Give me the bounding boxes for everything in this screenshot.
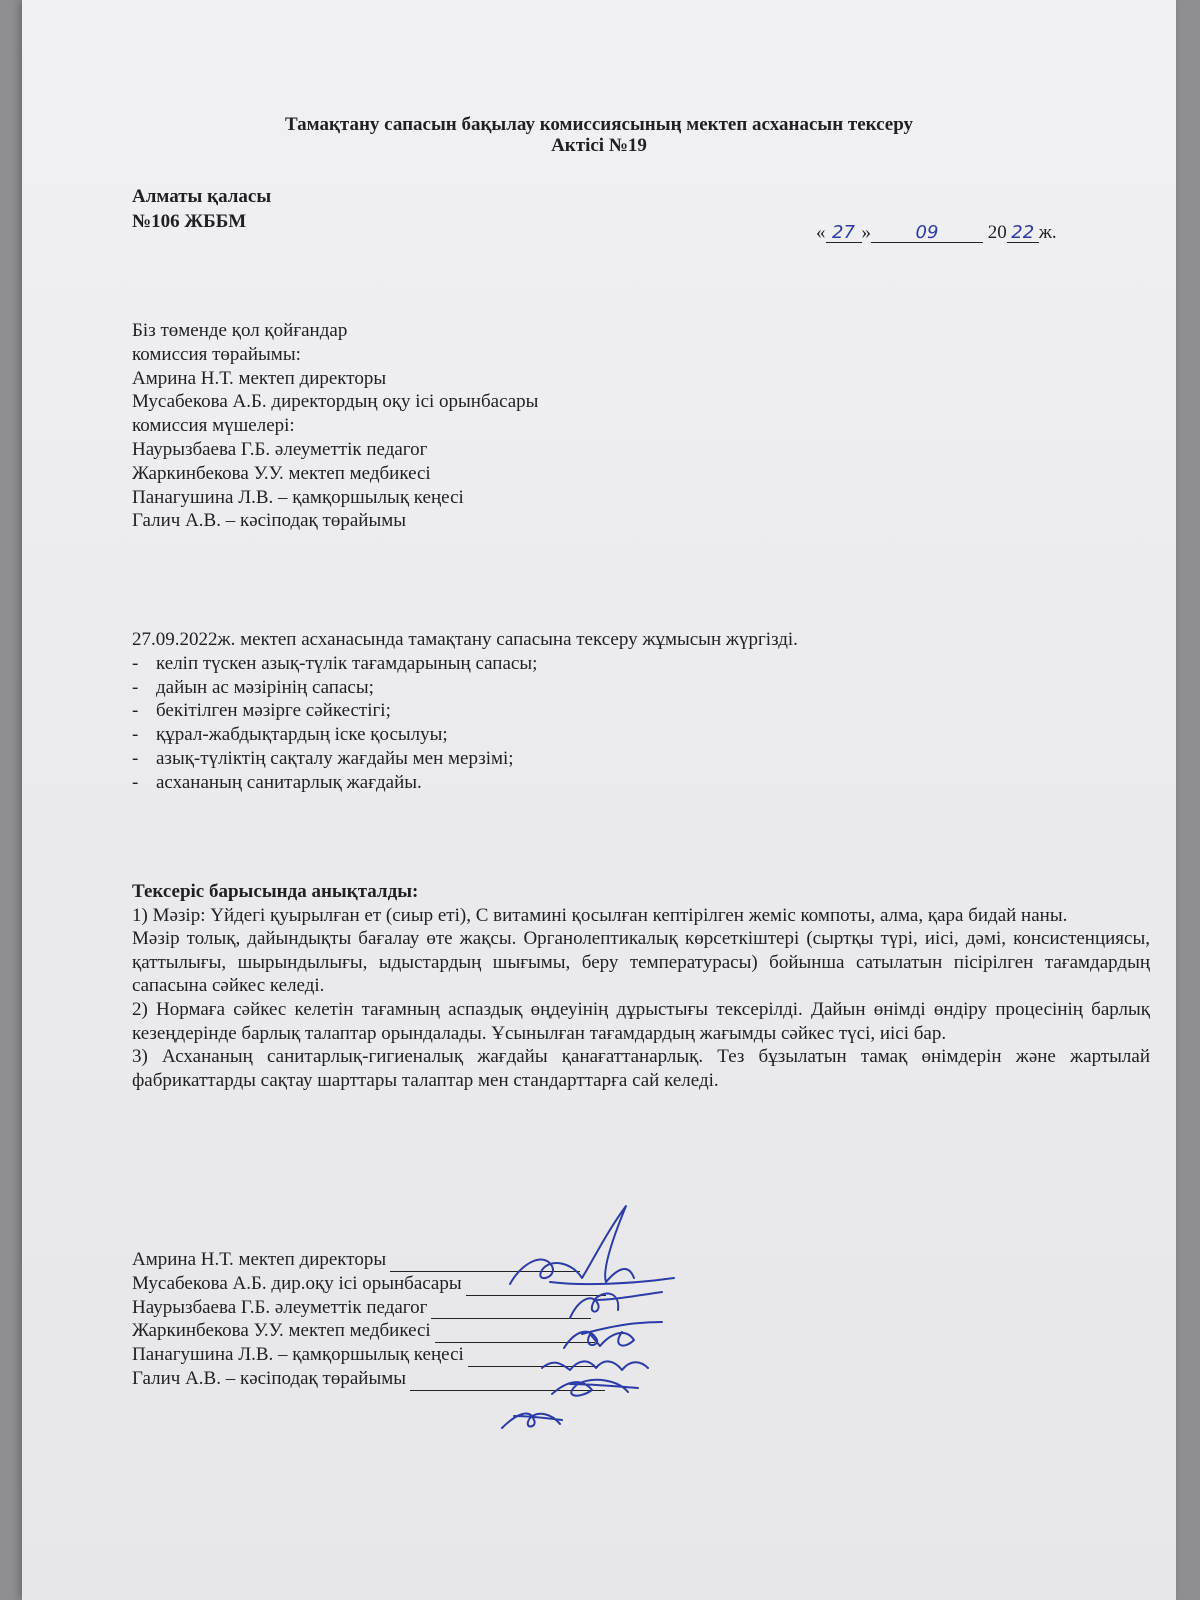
findings-heading: Тексеріс барысында анықталды: <box>132 881 419 902</box>
list-item <box>132 699 798 723</box>
findings-paragraph: 1) Мәзір: Үйдегі қуырылған ет (сиыр еті), С витамині қосылған кептірілген жеміс компоты, алма, қара бидай наны. <box>132 904 1068 926</box>
list-dash: - <box>132 700 139 722</box>
list-item <box>132 723 798 747</box>
list-item-text: дайын ас мәзірінің сапасы; <box>156 676 374 698</box>
committee-line: Панагушина Л.В. – қамқоршылық кеңесі <box>132 486 464 508</box>
list-item-text: құрал-жабдықтардың іске қосылуы; <box>156 724 448 746</box>
signature-line <box>468 1349 598 1367</box>
signature-row <box>132 1296 606 1320</box>
date-day: 27 <box>826 223 862 243</box>
list-item <box>132 771 798 795</box>
list-item-text: бекітілген мәзірге сәйкестігі; <box>156 700 391 722</box>
committee-line: Наурызбаева Г.Б. әлеуметтік педагог <box>132 438 428 460</box>
list-item <box>132 652 798 676</box>
list-dash: - <box>132 676 139 698</box>
list-item <box>132 747 798 771</box>
signatory-name: Мусабекова А.Б. дир.оқу ісі орынбасары <box>132 1272 462 1294</box>
title-line-2: Актісі №19 <box>551 135 647 156</box>
signature-block <box>132 1248 606 1391</box>
date-year-prefix: 20 <box>987 222 1007 243</box>
inspection-intro: 27.09.2022ж. мектеп асханасында тамақтану сапасына тексеру жұмысын жүргізді. <box>132 629 798 650</box>
list-item-text: келіп түскен азық-түлік тағамдарының сапасы; <box>156 652 538 674</box>
document-page <box>22 0 1176 1600</box>
date-open-quote: « <box>816 222 826 243</box>
list-dash: - <box>132 652 139 674</box>
date-month: 09 <box>871 223 983 243</box>
signatory-name: Галич А.В. – кәсіподақ төрайымы <box>132 1367 406 1389</box>
committee-line: комиссия мүшелері: <box>132 415 295 437</box>
committee-line: Жаркинбекова У.У. мектеп медбикесі <box>132 462 431 484</box>
city-label: Алматы қаласы <box>132 186 272 207</box>
title-line-1: Тамақтану сапасын бақылау комиссиясының мектеп асханасын тексеру <box>284 114 914 135</box>
list-dash: - <box>132 771 139 793</box>
signature-line <box>390 1254 580 1272</box>
date-line <box>816 222 1057 244</box>
signature-row <box>132 1319 606 1343</box>
committee-block <box>132 319 538 533</box>
list-item-text: асхананың санитарлық жағдайы. <box>156 771 422 793</box>
list-dash: - <box>132 724 139 746</box>
signature-line <box>410 1373 605 1391</box>
document-title <box>22 114 1176 156</box>
signature-line <box>431 1301 591 1319</box>
signature-mark <box>502 1414 562 1428</box>
committee-line: комиссия төрайымы: <box>132 343 301 365</box>
signatory-name: Наурызбаева Г.Б. әлеуметтік педагог <box>132 1296 428 1318</box>
findings-paragraph: 3) Асхананың санитарлық-гигиеналық жағдайы қанағаттанарлық. Тез бұзылатын тамақ өнімдерін және жартылай фабрикаттарды сақтау шарттары талаптар мен стандарттарға сай келеді. <box>132 1046 1150 1091</box>
signature-line <box>466 1278 606 1296</box>
committee-line: Амрина Н.Т. мектеп директоры <box>132 367 387 389</box>
signature-row <box>132 1367 606 1391</box>
signatory-name: Амрина Н.Т. мектеп директоры <box>132 1249 387 1270</box>
findings-paragraph: Мәзір толық, дайындықты бағалау өте жақсы. Органолептикалық көрсеткіштері (сыртқы түрі, иісі, дәмі, консистенциясы, қаттылығы, шырындылығы, ыдыстардың шығымы, беру температурасы) бойынша сатылатын пісірілген тағамдардың сапасына сәйкес келеді. <box>132 928 1150 997</box>
list-dash: - <box>132 747 139 769</box>
date-suffix: ж. <box>1038 222 1057 243</box>
date-close-quote: » <box>861 222 871 243</box>
committee-line: Галич А.В. – кәсіподақ төрайымы <box>132 510 406 532</box>
findings-paragraph: 2) Нормаға сәйкес келетін тағамның аспаздық өңдеуінің дұрыстығы тексерілді. Дайын өнімді өндіру процесінің барлық кезеңдерінде барлық талаптар орындалады. Ұсынылған тағамдардың жағымды сәйкес түсі, иісі бар. <box>132 998 1150 1044</box>
signature-row <box>132 1248 606 1272</box>
date-year-suffix: 22 <box>1007 223 1039 243</box>
committee-line: Біз төменде қол қойғандар <box>132 320 348 341</box>
signature-line <box>435 1325 595 1343</box>
list-item <box>132 676 798 700</box>
findings-block <box>132 880 1150 1092</box>
signature-row <box>132 1343 606 1367</box>
signatory-name: Жаркинбекова У.У. мектеп медбикесі <box>132 1320 431 1342</box>
list-item-text: азық-түліктің сақталу жағдайы мен мерзімі; <box>156 747 514 769</box>
signatory-name: Панагушина Л.В. – қамқоршылық кеңесі <box>132 1344 464 1366</box>
committee-line: Мусабекова А.Б. директордың оқу ісі орынбасары <box>132 391 539 413</box>
school-label: №106 ЖББМ <box>132 211 247 232</box>
inspection-block <box>132 628 798 795</box>
signature-row <box>132 1272 606 1296</box>
